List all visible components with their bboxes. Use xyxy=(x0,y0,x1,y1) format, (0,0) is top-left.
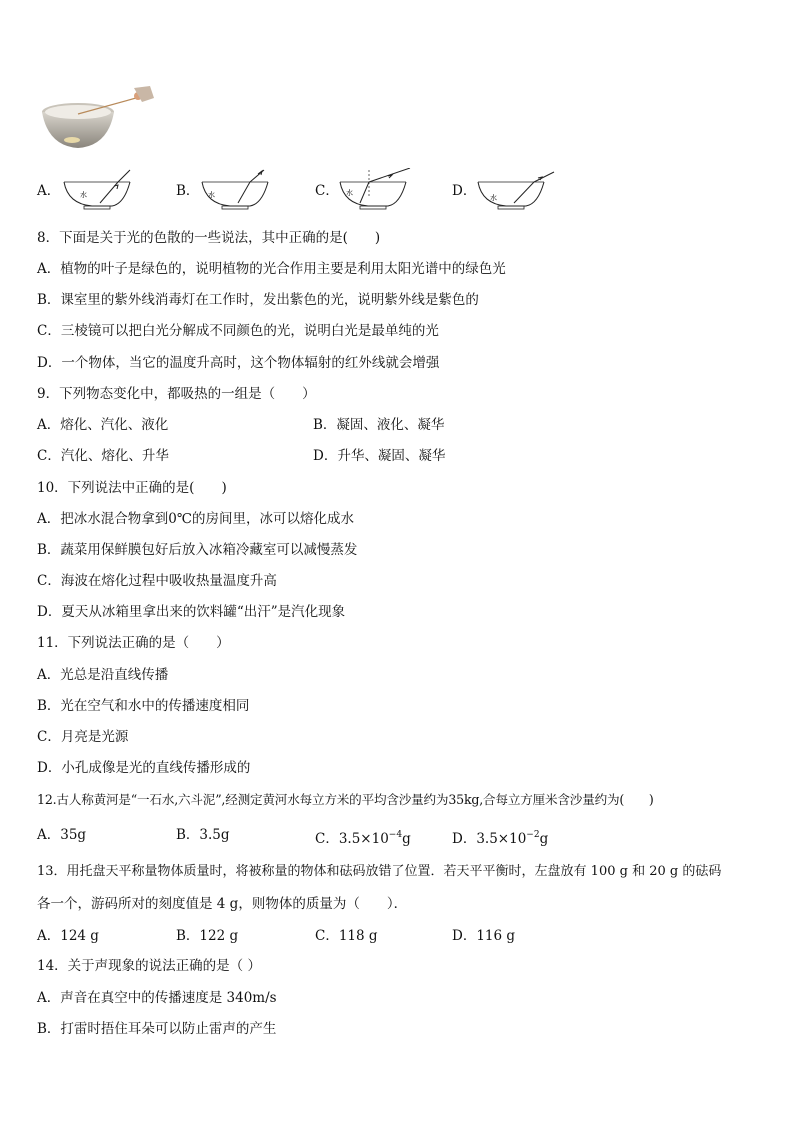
q12-option-c: C．$3.5\times 10^{-4}g$ xyxy=(315,830,411,847)
q8-option-d: D．一个物体，当它的温度升高时，这个物体辐射的红外线就会增强 xyxy=(37,355,440,371)
q13-option-b: B．122 g xyxy=(176,928,239,944)
q14-option-a: A．声音在真空中的传播速度是 340m/s xyxy=(37,990,277,1006)
q10-option-d: D．夏天从冰箱里拿出来的饮料罐“出汗”是汽化现象 xyxy=(37,604,346,620)
q9-option-a: A．熔化、汽化、液化 xyxy=(37,417,169,433)
q13-stem-line1: 13．用托盘天平称量物体质量时，将被称量的物体和砝码放错了位置．若天平平衡时，左盘放有 100 g 和 20 g 的砝码 xyxy=(37,864,722,879)
q10-stem: 10．下列说法中正确的是( ) xyxy=(37,480,227,496)
q11-option-a: A．光总是沿直线传播 xyxy=(37,667,169,683)
water-label: 水 xyxy=(80,191,87,199)
q8-option-c: C．三棱镜可以把白光分解成不同颜色的光，说明白光是最单纯的光 xyxy=(37,323,439,339)
bowl-coin-photo xyxy=(38,84,156,156)
q8-stem: 8．下面是关于光的色散的一些说法，其中正确的是( ) xyxy=(37,230,381,246)
q12-option-a: A．35g xyxy=(37,827,87,843)
q7-option-a-label: A． xyxy=(37,183,61,199)
q11-option-c: C．月亮是光源 xyxy=(37,729,129,745)
q10-option-a: A．把冰水混合物拿到0℃的房间里，冰可以熔化成水 xyxy=(37,511,354,527)
water-label: 水 xyxy=(346,189,353,197)
q13-option-a: A．124 g xyxy=(37,928,99,944)
q7-option-c-label: C． xyxy=(315,183,339,199)
q7-diagram-c xyxy=(336,168,436,212)
q7-option-d-label: D． xyxy=(452,183,477,199)
q12-option-b: B．3.5g xyxy=(176,827,230,843)
q9-option-c: C．汽化、熔化、升华 xyxy=(37,448,169,464)
q10-option-b: B．蔬菜用保鲜膜包好后放入冰箱冷藏室可以减慢蒸发 xyxy=(37,542,358,558)
q9-stem: 9．下列物态变化中，都吸热的一组是（ ） xyxy=(37,386,316,402)
q9-option-b: B．凝固、液化、凝华 xyxy=(313,417,445,433)
q12-option-d: D．$3.5\times 10^{-2}g$ xyxy=(452,830,549,847)
q11-option-d: D．小孔成像是光的直线传播形成的 xyxy=(37,760,251,776)
q7-diagram-d xyxy=(474,168,574,212)
water-label: 水 xyxy=(490,194,497,202)
q13-option-d: D．116 g xyxy=(452,928,516,944)
q13-option-c: C．118 g xyxy=(315,928,378,944)
q14-stem: 14．关于声现象的说法正确的是（ ） xyxy=(37,958,261,974)
q7-diagram-b xyxy=(198,168,298,212)
q7-diagram-a xyxy=(60,168,160,212)
water-label: 水 xyxy=(208,191,215,199)
q8-option-a: A．植物的叶子是绿色的，说明植物的光合作用主要是利用太阳光谱中的绿色光 xyxy=(37,261,506,277)
q10-option-c: C．海波在熔化过程中吸收热量温度升高 xyxy=(37,573,277,589)
q8-option-b: B．课室里的紫外线消毒灯在工作时，发出紫色的光，说明紫外线是紫色的 xyxy=(37,292,479,308)
q13-stem-line2: 各一个，游码所对的刻度值是 4 g，则物体的质量为（ ）． xyxy=(37,896,408,912)
q11-option-b: B．光在空气和水中的传播速度相同 xyxy=(37,698,250,714)
q9-option-d: D．升华、凝固、凝华 xyxy=(313,448,446,464)
q7-option-b-label: B． xyxy=(176,183,200,199)
q14-option-b: B．打雷时捂住耳朵可以防止雷声的产生 xyxy=(37,1021,277,1037)
q11-stem: 11．下列说法正确的是（ ） xyxy=(37,635,230,651)
q12-stem: 12.古人称黄河是“一石水,六斗泥”,经测定黄河水每立方米的平均含沙量约为35kg,合每立方厘米含沙量约为( ) xyxy=(37,792,654,807)
